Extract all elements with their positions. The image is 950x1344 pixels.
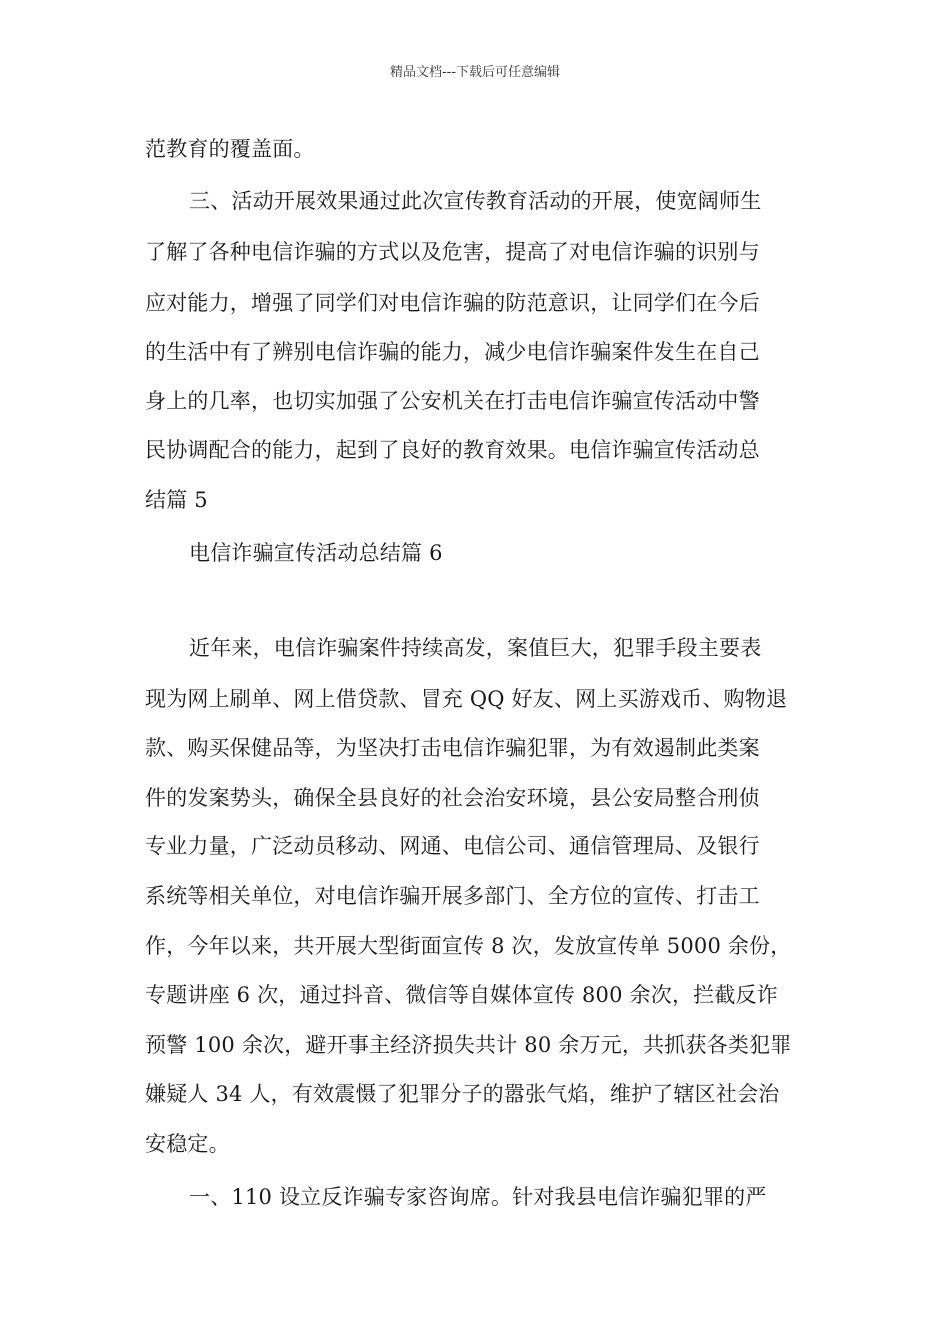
text-line: 件的发案势头，确保全县良好的社会治安环境，县公安局整合刑侦 — [145, 786, 760, 810]
text-line: 应对能力，增强了同学们对电信诈骗的防范意识，让同学们在今后 — [145, 291, 760, 315]
text-line: 款、购买保健品等，为坚决打击电信诈骗犯罪，为有效遏制此类案 — [145, 736, 760, 760]
text-line: 了解了各种电信诈骗的方式以及危害，提高了对电信诈骗的识别与 — [145, 240, 760, 264]
document-header: 精品文档---下载后可任意编辑 — [389, 65, 561, 80]
text-line: 身上的几率，也切实加强了公安机关在打击电信诈骗宣传活动中警 — [145, 389, 760, 413]
text-line: 一、110 设立反诈骗专家咨询席。针对我县电信诈骗犯罪的严 — [189, 1185, 767, 1209]
text-line: 作，今年以来，共开展大型街面宣传 8 次，发放宣传单 5000 余份， — [145, 934, 792, 958]
text-line: 结篇 5 — [145, 488, 208, 512]
text-line: 安稳定。 — [145, 1132, 230, 1156]
text-line: 专业力量，广泛动员移动、网通、电信公司、通信管理局、及银行 — [145, 834, 760, 858]
text-line: 范教育的覆盖面。 — [145, 137, 315, 161]
text-line: 嫌疑人 34 人，有效震慑了犯罪分子的嚣张气焰，维护了辖区社会治 — [145, 1082, 780, 1106]
text-line: 三、活动开展效果通过此次宣传教育活动的开展，使宽阔师生 — [189, 189, 762, 213]
text-line: 预警 100 余次，避开事主经济损失共计 80 余万元，共抓获各类犯罪 — [145, 1033, 792, 1057]
text-line: 近年来，电信诈骗案件持续高发，案值巨大，犯罪手段主要表 — [189, 636, 762, 660]
section-heading: 电信诈骗宣传活动总结篇 6 — [189, 541, 443, 565]
text-line: 现为网上刷单、网上借贷款、冒充 QQ 好友、网上买游戏币、购物退 — [145, 687, 788, 711]
text-line: 系统等相关单位，对电信诈骗开展多部门、全方位的宣传、打击工 — [145, 884, 760, 908]
text-line: 专题讲座 6 次，通过抖音、微信等自媒体宣传 800 余次，拦截反诈 — [145, 983, 778, 1007]
text-line: 民协调配合的能力，起到了良好的教育效果。电信诈骗宣传活动总 — [145, 438, 760, 462]
text-line: 的生活中有了辨别电信诈骗的能力，减少电信诈骗案件发生在自己 — [145, 340, 760, 364]
